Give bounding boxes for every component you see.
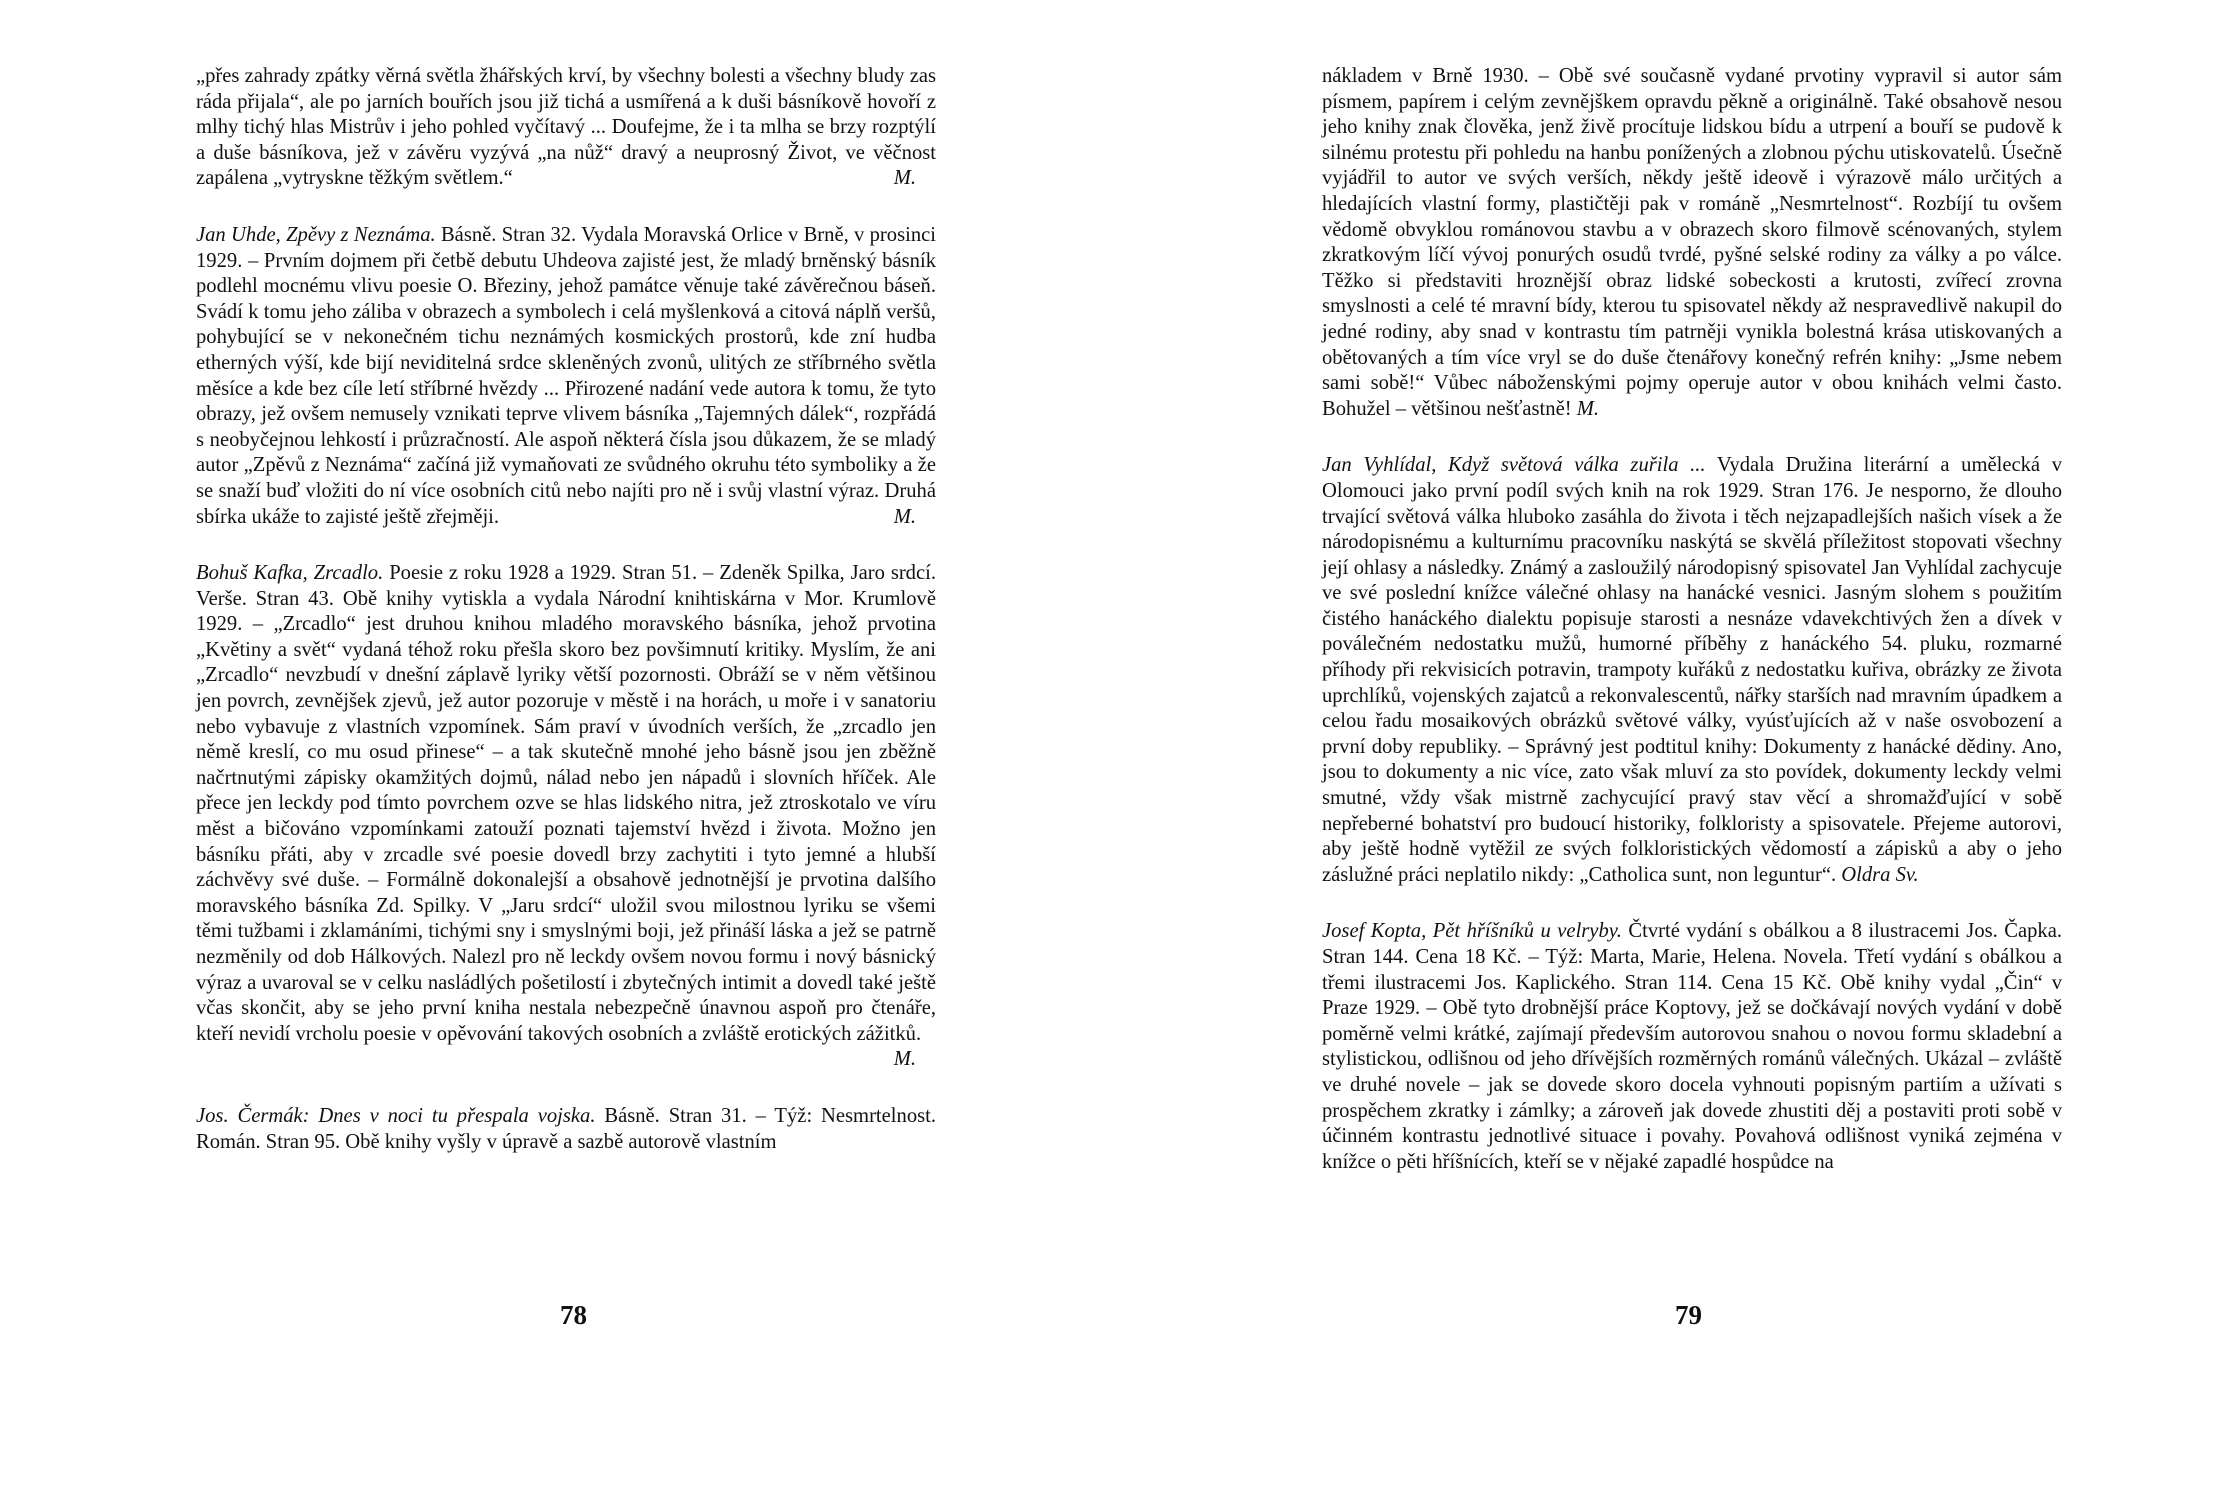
review-kafka — [196, 561, 936, 1073]
review-title: Jos. Čermák: Dnes v noci tu přespala vojska. — [196, 1104, 596, 1127]
review-nakladem — [1322, 64, 2062, 422]
review-text: nákladem v Brně 1930. – Obě své současně vydané prvotiny vypravil si autor sám písmem, papírem i celým zevnějškem opravdu pěkně a originálně. Také obsahově nesou jeho knihy znak člověka, jenž živě procítuje lidskou bídu a utrpení a bouří se pudově k silnému protestu při pohledu na hanbu ponížených a zlobnou pýchu utiskovatelů. Úsečně vyjádřil to autor ve svých verších, někdy ještě ideově i výrazově málo určitých a hledajících vlastní formy, plastičtěji pak v románě „Nesmrtelnost“. Rozbíjí tu ovšem vědomě obvyklou románovou stavbu a v obrazech skoro filmově scénovaných, stylem zkratkovým líčí vývoj ponurých osudů tvrdé, pyšné selské rodiny za války a po válce. Těžko si představiti hroznější obraz lidské sobeckosti a krutosti, zvířecí zrovna smyslnosti a celé té mravní bídy, kterou tu spisovatel někdy až nespravedlivě nakupil do jedné rodiny, aby snad v kontrastu tím patrněji vynikla bolestná krása utiskovaných a obětovaných a tím více vryl se do duše čtenářovy konečný refrén knihy: „Jsme nebem sami sobě!“ Vůbec náboženskými pojmy operuje autor v obou knihách velmi často. Bohužel – většinou nešťastně! — [1322, 65, 2062, 420]
left-page-column — [196, 64, 936, 1186]
page-number-left: 78 — [560, 1300, 587, 1330]
review-title: Jan Uhde, Zpěvy z Neznáma. — [196, 223, 436, 246]
page-number-right: 79 — [1675, 1300, 1702, 1330]
review-signature: M. — [893, 505, 916, 528]
review-zahrady — [196, 64, 936, 192]
review-title: Bohuš Kafka, Zrcadlo. — [196, 562, 384, 585]
review-signature: M. — [1576, 397, 1600, 420]
review-text: „přes zahrady zpátky věrná světla žhářských krví, by všechny bolesti a všechny bludy zas ráda přijala“, ale po jarních bouřích jsou již tichá a usmířená a k duši básníkově hovoří z mlhy tichý hlas Mistrův i jeho pohled vyčítavý ... Doufejme, že i ta mlha se brzy rozptýlí a duše básníkova, jež v závěru vyzývá „na nůž“ dravý a neuprosný Život, ve věčnost zapálena „vytryskne těžkým světlem.“ — [196, 65, 936, 190]
review-title: Josef Kopta, Pět hříšníků u velryby. — [1322, 920, 1622, 943]
review-title: Jan Vyhlídal, Když světová válka zuřila ... — [1322, 454, 1706, 477]
review-text: Básně. Stran 32. Vydala Moravská Orlice v Brně, v prosinci 1929. – Prvním dojmem při četbě debutu Uhdeova zajisté jest, že mladý brněnský básník podlehl mocnému vlivu poesie O. Březiny, jehož památce věnuje také závěrečnou báseň. Svádí k tomu jeho záliba v obrazech a symbolech i celá myšlenková a citová náplň veršů, pohybující se v nekonečném tichu neznámých kosmických prostorů, kde zní hudba etherných výší, kde bijí neviditelná srdce skleněných zvonů, ulitých ze stříbrného světla měsíce a kde bez cíle letí stříbrné hvězdy ... Přirozené nadání vede autora k tomu, že tyto obrazy, jež ovšem nemusely vznikati teprve vlivem básníka „Tajemných dálek“, rozpřádá s neobyčejnou lehkostí i průzračností. Ale aspoň některá čísla jsou důkazem, že se mladý autor „Zpěvů z Neznáma“ začíná již vymaňovati ze svůdného okruhu této symboliky a že se snaží buď vložiti do ní více osobních citů nebo najíti pro ně i svůj vlastní výraz. Druhá sbírka ukáže to zajisté ještě zřejměji. — [196, 223, 936, 528]
review-text: Poesie z roku 1928 a 1929. Stran 51. – Zdeněk Spilka, Jaro srdcí. Verše. Stran 43. Obě knihy vytiskla a vydala Národní knihtiskárna v Mor. Krumlově 1929. – „Zrcadlo“ jest druhou knihou mladého moravského básníka, jehož prvotina „Květiny a svět“ vydaná téhož roku přešla skoro bez povšimnutí kritiky. Myslím, že ani „Zrcadlo“ nevzbudí v dnešní záplavě lyriky větší pozornosti. Obráží se v něm většinou jen povrch, zevnějšek zjevů, jež autor pozoruje v městě i na horách, u moře i v sanatoriu nebo vybavuje z vlastních vzpomínek. Sám praví v úvodních verších, že „zrcadlo jen němě kreslí, co mu osud přinese“ – a tak skutečně mnohé jeho básně jsou jen zběžně načrtnutými zápisky okamžitých dojmů, nálad nebo jen nápadů i slovních hříček. Ale přece jen leckdy pod tímto povrchem ozve se hlas lidského nitra, jež ztroskotalo ve víru měst a bičováno vzpomínkami zatouží poznati tajemství hvězd i života. Možno jen básníku přáti, aby v zrcadle své poesie dovedl brzy zachytiti i tyto jemné a hlubší záchvěvy své duše. – Formálně dokonalejší a obsahově jednotnější je prvotina dalšího moravského básníka Zd. Spilky. V „Jaru srdcí“ uložil svou milostnou lyriku se všemi těmi tužbami i zklamáními, tichými sny i smyslnými boji, jež přináší láska a jež se patrně nezměnily od dob Hálkových. Nalezl pro ně leckdy ovšem novou formu i nový básnický výraz a uvaroval se v celku nasládlých pošetilostí i zbytečných intimit a dovedl také ještě včas skončit, aby se jeho první kniha nestala nebezpečně únavnou aspoň pro čtenáře, kteří nevidí vrcholu poesie v opěvování takových osobních a zvláště erotických zážitků. — [196, 562, 936, 1045]
review-text: Básně. Stran 31. – Týž: Nesmrtelnost. Román. Stran 95. Obě knihy vyšly v úpravě a sazbě autorově vlastním — [196, 1104, 936, 1153]
review-text: Čtvrté vydání s obálkou a 8 ilustracemi Jos. Čapka. Stran 144. Cena 18 Kč. – Týž: Marta, Marie, Helena. Novela. Třetí vydání s obálkou a třemi ilustracemi Jos. Kaplického. Stran 114. Cena 15 Kč. Obě knihy vydal „Čin“ v Praze 1929. – Obě tyto drobnější práce Koptovy, jež se dočkávají nových vydání v době poměrně velmi krátké, zajímají především autorovou snahou o novou formu skladební a stylistickou, odlišnou od jeho dřívějších rozměrných románů válečných. Ukázal – zvláště ve druhé novele – jak se dovede skoro docela vyhnouti popisným partiím a užívati s prospěchem zkratky i zámlky; a zároveň jak dovede zhustiti děj a postaviti proti sobě v účinném kontrastu jednotlivé situace i povahy. Povahová odlišnost vyniká zejména v knížce o pěti hříšnících, kteří se v nějaké zapadlé hospůdce na — [1322, 920, 2062, 1173]
right-page-column — [1322, 64, 2062, 1206]
review-vyhlidal — [1322, 453, 2062, 888]
review-uhde — [196, 223, 936, 530]
review-signature: M. — [893, 1048, 916, 1071]
review-signature: Oldra Sv. — [1841, 863, 1919, 886]
review-cermak — [196, 1104, 936, 1155]
review-signature: M. — [893, 167, 916, 190]
review-kopta — [1322, 919, 2062, 1175]
review-text: Vydala Družina literární a umělecká v Olomouci jako první podíl svých knih na rok 1929. Stran 176. Je nesporno, že dlouho trvající světová válka hluboko zasáhla do života i těch nejzapadlejších našich vísek a že národopisnému a kulturnímu pracovníku naskýtá se skvělá příležitost stopovati všechny její ohlasy a následky. Známý a zasloužilý národopisný spisovatel Jan Vyhlídal zachycuje ve své poslední knížce válečné ohlasy na hanácké vesnici. Jasným slohem s použitím čistého hanáckého dialektu popisuje starosti a nesnáze vdavekchtivých žen a dívek v poválečném nedostatku mužů, humorné příběhy z hanáckého 54. pluku, rozmarné příhody při rekvisicích potravin, trampoty kuřáků z nedostatku kuřiva, obrázky ze života uprchlíků, vojenských zajatců a rekonvalescentů, nářky starších nad mravním úpadkem a celou řadu mosaikových obrázků světové války, vyúsťujících až v naše osvobození a první doby republiky. – Správný jest podtitul knihy: Dokumenty z hanácké dědiny. Ano, jsou to dokumenty a nic více, zato však mluví za sto povídek, dokumenty leckdy velmi smutné, vždy však mistrně zachycující pravý stav věcí a shromažďující v sobě nepřeberné bohatství pro budoucí historiky, folkloristy a spisovatele. Přejeme autorovi, aby ještě hodně vytěžil ze svých folkloristických vědomostí a zápisků a aby o jeho záslužné práci neplatilo nikdy: „Catholica sunt, non leguntur“. — [1322, 454, 2062, 886]
